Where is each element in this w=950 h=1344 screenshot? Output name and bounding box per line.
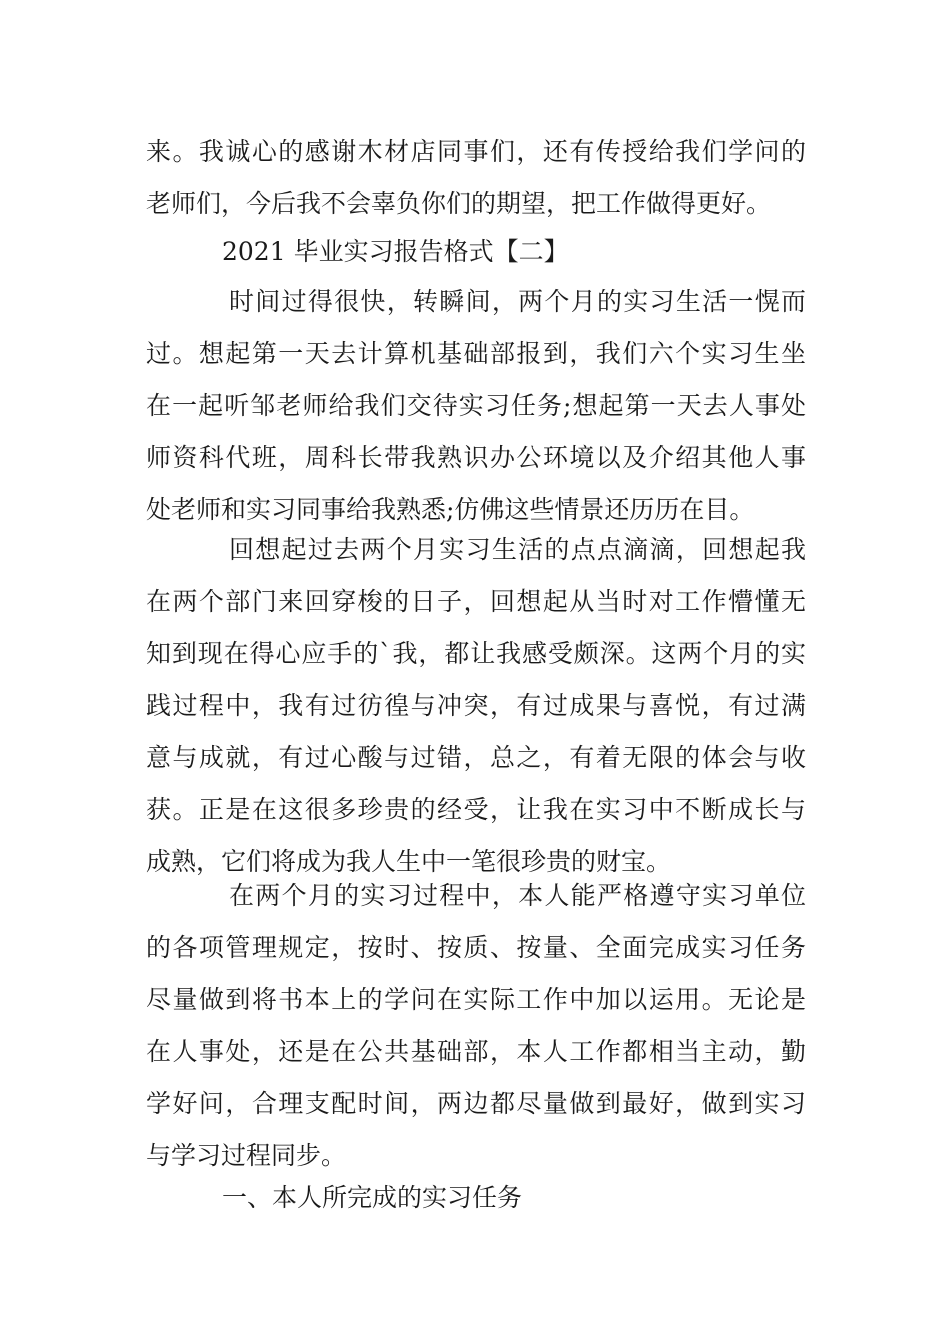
text-line: 时间过得很快，转瞬间，两个月的实习生活一愰而 bbox=[229, 287, 806, 316]
text-line: 在人事处，还是在公共基础部，本人工作都相当主动，勤 bbox=[146, 1037, 806, 1066]
text-line: 知到现在得心应手的`我，都让我感受颇深。这两个月的实 bbox=[146, 639, 806, 668]
text-line: 与学习过程同步。 bbox=[146, 1141, 347, 1170]
text-line: 成熟，它们将成为我人生中一笔很珍贵的财宝。 bbox=[146, 847, 672, 876]
paragraph-1 bbox=[146, 276, 806, 536]
text-line: 在一起听邹老师给我们交待实习任务;想起第一天去人事处 bbox=[146, 391, 806, 420]
text-line: 师资科代班，周科长带我熟识办公环境以及介绍其他人事 bbox=[146, 443, 806, 472]
text-line: 在两个部门来回穿梭的日子，回想起从当时对工作懵懂无 bbox=[146, 587, 806, 616]
text-line: 意与成就，有过心酸与过错，总之，有着无限的体会与收 bbox=[146, 743, 806, 772]
text-line: 的各项管理规定，按时、按质、按量、全面完成实习任务 bbox=[146, 933, 806, 962]
paragraph-3 bbox=[146, 870, 806, 1182]
section-heading bbox=[146, 1172, 806, 1224]
intro-paragraph bbox=[146, 126, 806, 230]
text-line: 处老师和实习同事给我熟悉;仿佛这些情景还历历在目。 bbox=[146, 495, 755, 524]
text-line: 学好问，合理支配时间，两边都尽量做到最好，做到实习 bbox=[146, 1089, 806, 1118]
heading-text: 2021 毕业实习报告格式【二】 bbox=[222, 237, 569, 266]
text-line: 在两个月的实习过程中，本人能严格遵守实习单位 bbox=[229, 881, 806, 910]
section-heading-text: 一、本人所完成的实习任务 bbox=[222, 1183, 523, 1212]
text-line: 践过程中，我有过彷徨与冲突，有过成果与喜悦，有过满 bbox=[146, 691, 806, 720]
text-line: 回想起过去两个月实习生活的点点滴滴，回想起我 bbox=[229, 535, 806, 564]
text-line: 尽量做到将书本上的学问在实际工作中加以运用。无论是 bbox=[146, 985, 806, 1014]
paragraph-2 bbox=[146, 524, 806, 888]
text-line: 来。我诚心的感谢木材店同事们，还有传授给我们学问的 bbox=[146, 137, 806, 166]
text-line: 老师们，今后我不会辜负你们的期望，把工作做得更好。 bbox=[146, 189, 772, 218]
text-line: 过。想起第一天去计算机基础部报到，我们六个实习生坐 bbox=[146, 339, 806, 368]
text-line: 获。正是在这很多珍贵的经受，让我在实习中不断成长与 bbox=[146, 795, 806, 824]
document-heading bbox=[146, 226, 806, 278]
